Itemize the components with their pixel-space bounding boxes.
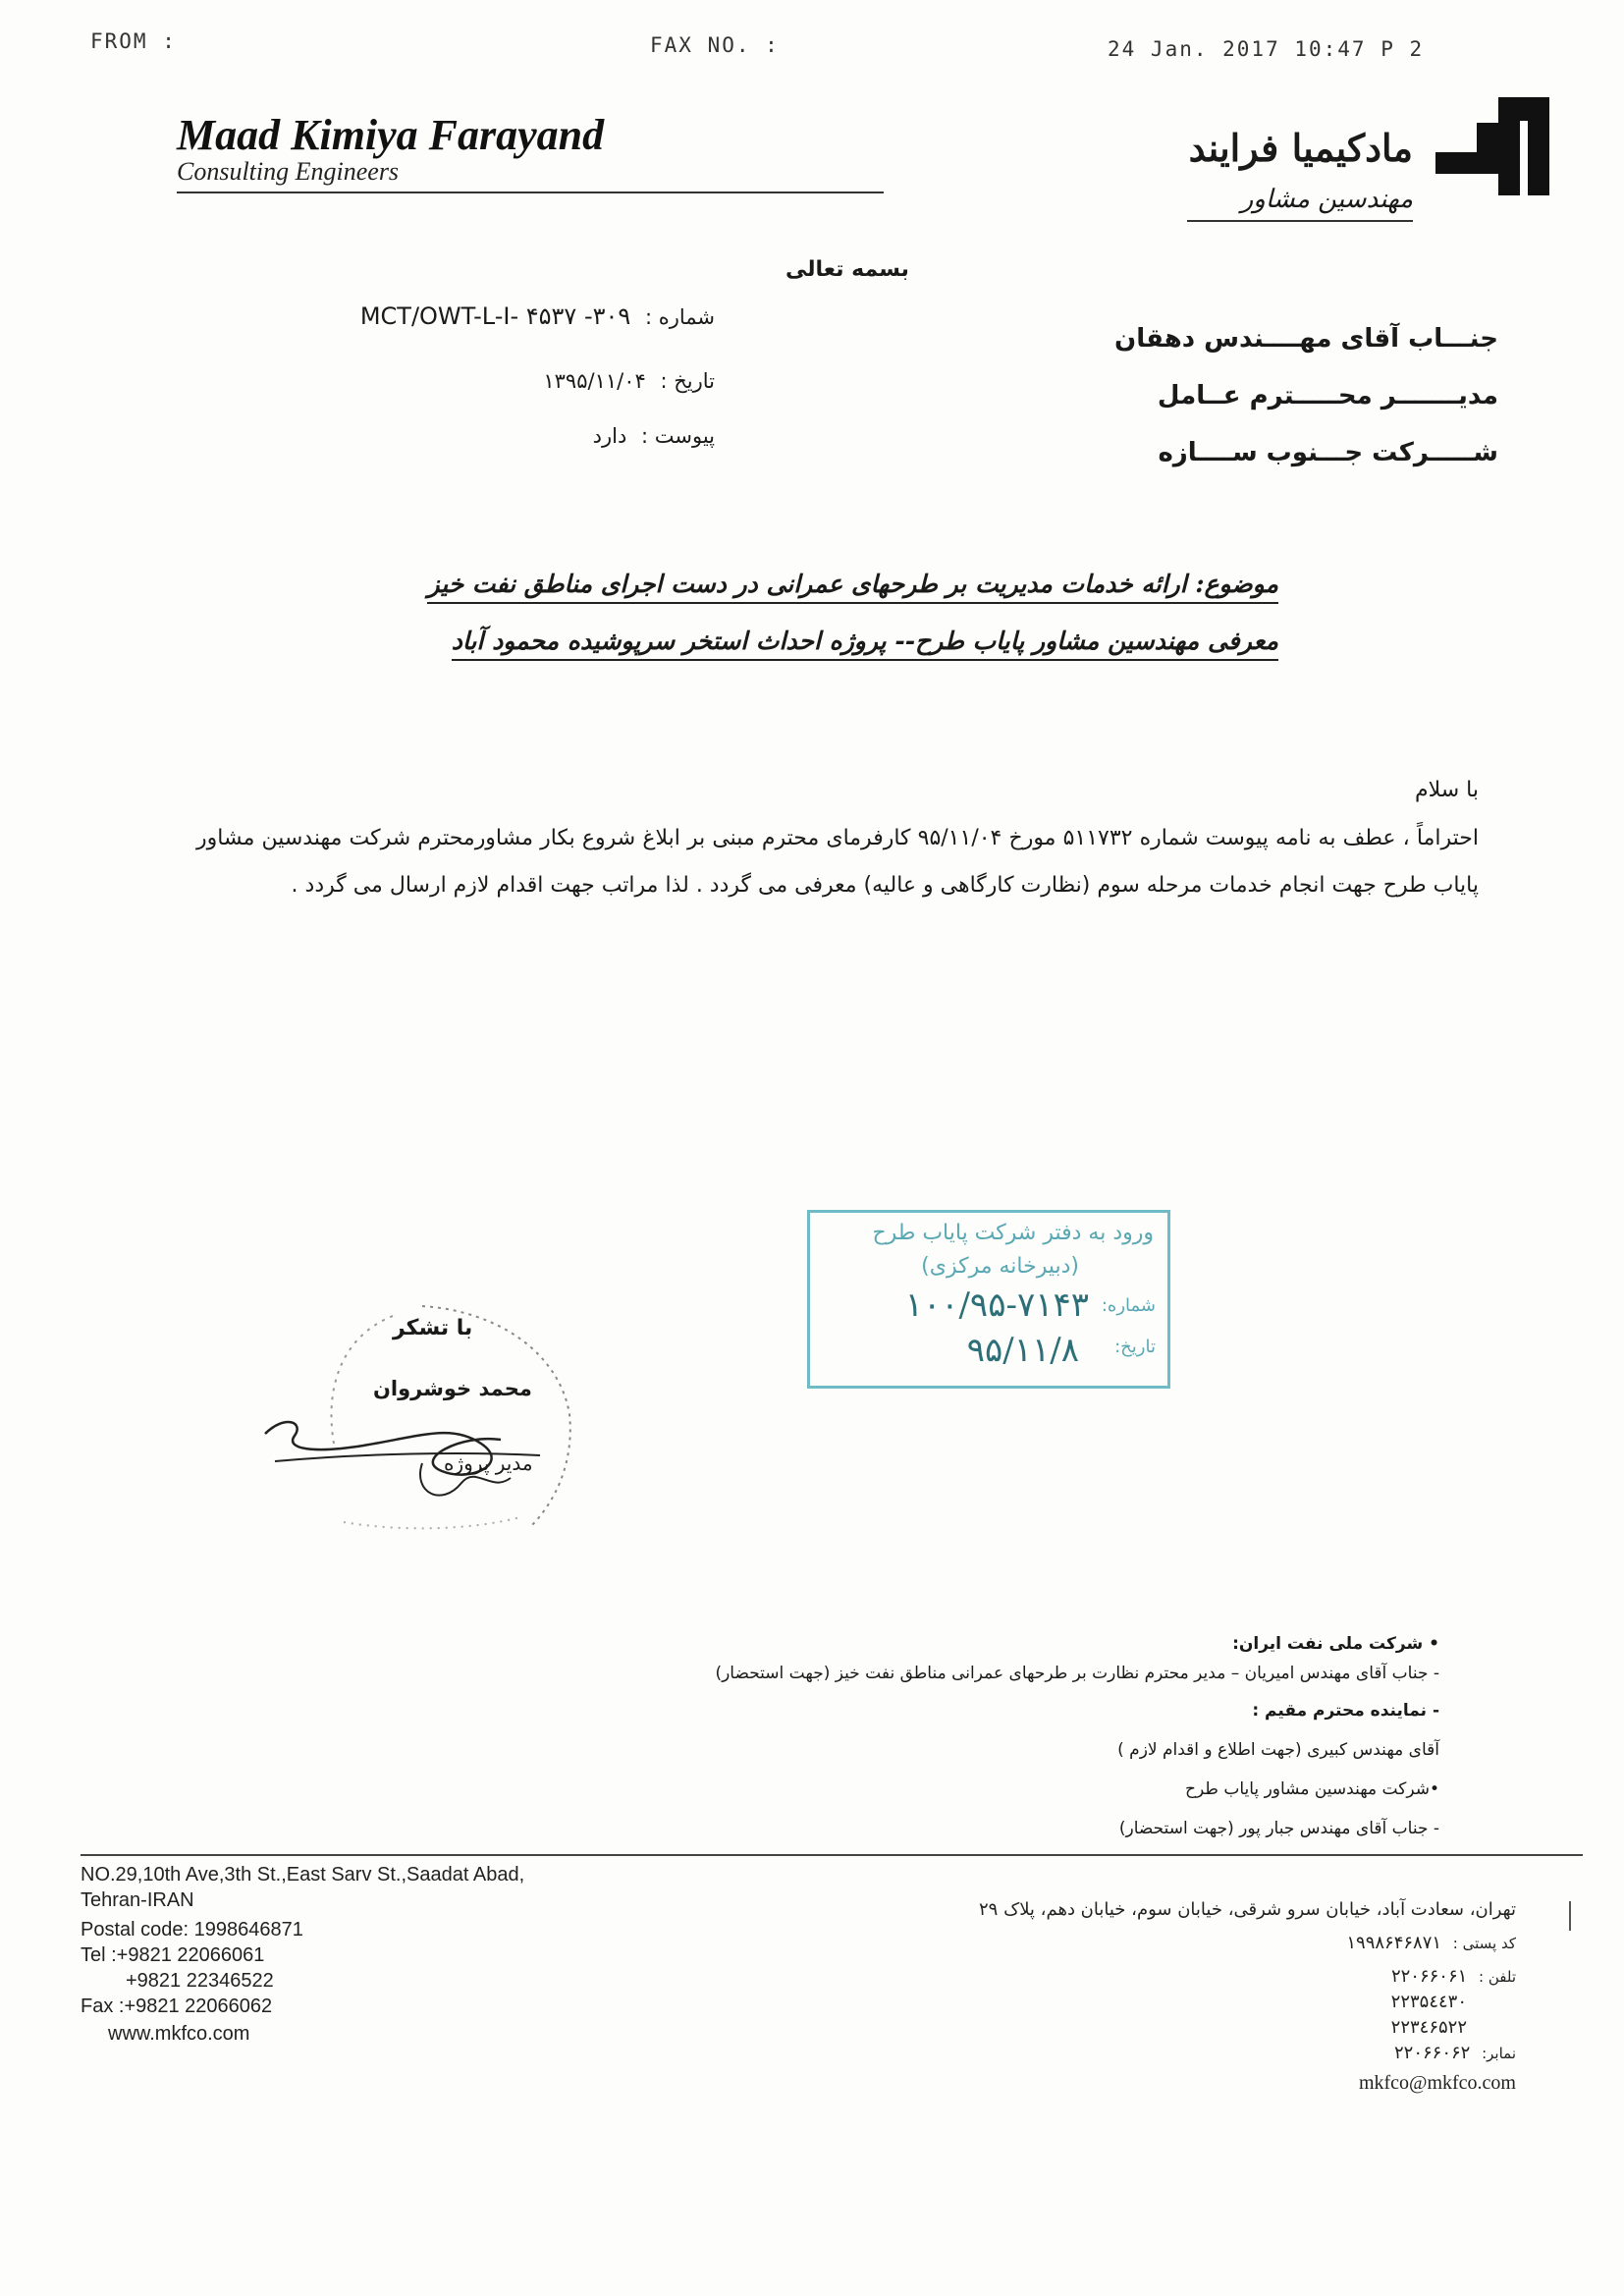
cc-item: • شرکت ملی نفت ایران: (1232, 1634, 1439, 1654)
footer-fax-fa-value: ۲۲۰۶۶۰۶۲ (1394, 2043, 1471, 2063)
footer-fax-fa-label: نمابر: (1482, 2045, 1516, 2062)
bismillah-heading: بسمه تعالی (785, 257, 909, 282)
cc-item: آقای مهندس کبیری (جهت اطلاع و اقدام لازم ) (1117, 1740, 1439, 1760)
addressee-line: شـــــرکت جـــنوب ســــازه (1158, 438, 1498, 467)
footer-postal-fa-label: کد پستی : (1452, 1935, 1516, 1952)
fax-number-label: FAX NO. : (650, 33, 780, 57)
letter-body: احتراماً ، عطف به نامه پیوست شماره ۵۱۱۷۳۲ مورخ ۹۵/۱۱/۰۴ کارفرمای محترم مبنی بر ابلاغ شروع بکار مشاورمحترم شرکت مهندسین مشاور پایاب طرح جهت انجام خدمات مرحله سوم (نظارت کارگاهی و عالیه) معرفی می گردد . لذا مراتب جهت اقدام لازم ارسال می گردد . (196, 826, 1479, 898)
footer-fax-fa (1394, 2043, 1516, 2063)
signatory-name: محمد خوشروان (373, 1377, 532, 1400)
signatory-role: مدیر پروژه (444, 1451, 533, 1475)
stamp-title: ورود به دفتر شرکت پایاب طرح (872, 1221, 1154, 1245)
letter-date-value: ۱۳۹۵/۱۱/۰۴ (543, 369, 646, 393)
stamp-number-label: شماره: (1101, 1295, 1156, 1316)
letter-number-value: ۳۰۹- MCT/OWT-L-I- ۴۵۳۷ (359, 302, 631, 330)
letterhead-divider-fa (1187, 220, 1413, 222)
stamp-date-value: ۹۵/۱۱/۸ (966, 1331, 1079, 1370)
footer-divider (81, 1854, 1583, 1856)
stamp-number-value: ۱۰۰/۹۵-۷۱۴۳ (904, 1285, 1089, 1325)
letter-attachment-value: دارد (592, 424, 627, 448)
footer-tel-en: +9821 22346522 (126, 1970, 274, 1992)
fax-from-label: FROM : (90, 29, 177, 53)
footer-edge-mark (1569, 1901, 1571, 1931)
footer-email: mkfco@mkfco.com (1358, 2072, 1516, 2094)
signature-thanks: با تشکر (393, 1316, 473, 1340)
stamp-date-label: تاریخ: (1114, 1337, 1156, 1357)
cc-item: •شرکت مهندسین مشاور پایاب طرح (1185, 1779, 1439, 1799)
letter-date-label: تاریخ : (660, 369, 715, 393)
footer-postal-fa-value: ۱۹۹۸۶۴۶۸۷۱ (1346, 1933, 1442, 1953)
subject-line: معرفی مهندسین مشاور پایاب طرح-- پروژه احداث استخر سرپوشیده محمود آباد (452, 627, 1278, 661)
letter-attachment-label: پیوست : (641, 424, 715, 448)
letter-date (543, 369, 715, 393)
company-name-fa: مادکیمیا فرایند (1188, 126, 1413, 170)
letter-attachment (593, 424, 715, 448)
addressee-line: مدیـــــــر محـــــترم عــامل (1157, 381, 1498, 410)
letter-number-label: شماره : (644, 305, 715, 329)
footer-tel-fa-value: ۲۲۰۶۶۰۶۱ (1390, 1966, 1468, 1987)
footer-postal-fa (1346, 1933, 1516, 1953)
cc-item: - نماینده محترم مقیم : (1252, 1701, 1439, 1721)
subject-line: موضوع: ارائه خدمات مدیریت بر طرحهای عمرانی در دست اجرای مناطق نفت خیز (427, 570, 1278, 604)
footer-tel-fa (1391, 1966, 1516, 1987)
footer-tel-fa-value: ۲۲۳٤۶۵۲۲ (1390, 2017, 1467, 2038)
fax-datetime: 24 Jan. 2017 10:47 P 2 (1108, 37, 1425, 61)
footer-address-fa: تهران، سعادت آباد، خیابان سرو شرقی، خیابان سوم، خیابان دهم، پلاک ۲۹ (979, 1899, 1516, 1920)
footer-city-en: Tehran-IRAN (81, 1889, 194, 1911)
footer-address-en: NO.29,10th Ave,3th St.,East Sarv St.,Saadat Abad, (81, 1864, 525, 1886)
company-name-en: Maad Kimiya Farayand (177, 111, 605, 159)
received-stamp (807, 1210, 1170, 1389)
cc-item: - جناب آقای مهندس امیریان – مدیر محترم نظارت بر طرحهای عمرانی مناطق نفت خیز (جهت استحضار) (715, 1664, 1439, 1683)
footer-tel-en: Tel :+9821 22066061 (81, 1944, 265, 1966)
footer-fax-en: Fax :+9821 22066062 (81, 1995, 273, 2017)
cc-item: - جناب آقای مهندس جبار پور (جهت استحضار) (1118, 1819, 1439, 1838)
footer-website: www.mkfco.com (108, 2023, 250, 2045)
footer-postal-en: Postal code: 1998646871 (81, 1919, 303, 1941)
stamp-subtitle: (دبیرخانه مرکزی) (921, 1254, 1079, 1279)
company-logo-icon (1428, 93, 1555, 201)
greeting: با سلام (1414, 778, 1479, 802)
letterhead-divider (177, 191, 884, 193)
company-subtitle-en: Consulting Engineers (177, 157, 400, 186)
letter-number (360, 302, 715, 330)
addressee-line: جنـــاب آقای مهــــندس دهقان (1114, 324, 1498, 354)
footer-tel-fa-value: ۲۲۳۵٤٤۳۰ (1390, 1992, 1467, 2012)
footer-tel-fa-label: تلفن : (1479, 1968, 1516, 1986)
company-subtitle-fa: مهندسین مشاور (1240, 185, 1413, 214)
